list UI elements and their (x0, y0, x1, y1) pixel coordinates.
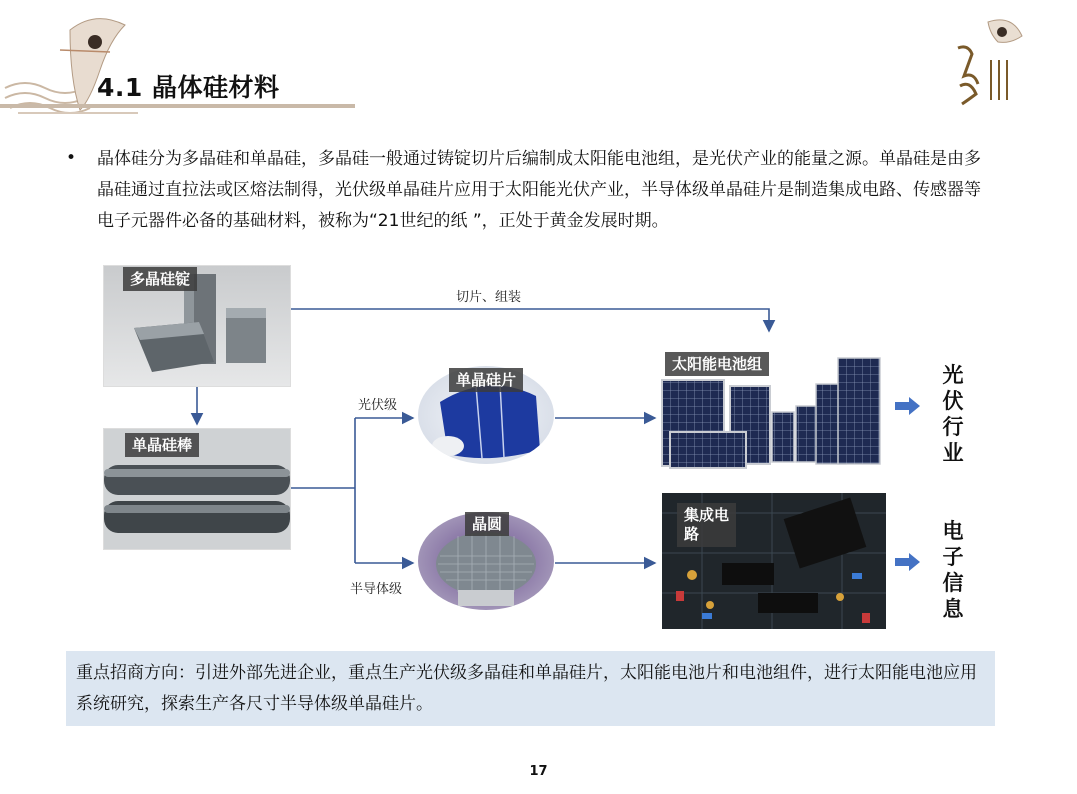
bullet-dot: • (66, 148, 77, 168)
edge-label-semiconductor-grade: 半导体级 (350, 582, 403, 597)
industry-electronics-char: 息 (942, 597, 964, 621)
label-polysilicon-ingot: 多晶硅锭 (123, 267, 197, 291)
industry-pv-label (941, 362, 965, 466)
label-integrated-circuit-line2: 路 (684, 525, 700, 543)
connector-cut-assemble (290, 309, 769, 331)
label-solar-module: 太阳能电池组 (665, 352, 769, 376)
label-integrated-circuit-line1: 集成电 (684, 506, 730, 524)
page-number: 17 (529, 764, 548, 779)
industry-electronics-char: 子 (942, 545, 964, 569)
industry-electronics-label (941, 518, 965, 622)
label-wafer: 晶圆 (465, 512, 509, 536)
industry-electronics-char: 信 (942, 571, 964, 595)
industry-pv-char: 伏 (942, 389, 964, 413)
industry-pv-char: 光 (942, 363, 964, 387)
edge-label-pv-grade: 光伏级 (358, 398, 398, 413)
page-title: 4.1 晶体硅材料 (97, 73, 280, 102)
industry-pv-char: 业 (942, 441, 964, 465)
intro-paragraph: 晶体硅分为多晶硅和单晶硅，多晶硅一般通过铸锭切片后编制成太阳能电池组，是光伏产业的能量之源。单晶硅是由多晶硅通过直拉法或区熔法制得，光伏级单晶硅片应用于太阳能光伏产业，半导体级单晶硅片是制造集成电路、传感器等电子元器件必备的基础材料，被称为“21世纪的纸 ”，正处于黄金发展时期。 (97, 149, 981, 231)
industry-electronics-char: 电 (942, 519, 964, 543)
arrow-to-pv-industry (895, 397, 920, 415)
edge-label-cut-assemble: 切片、组装 (456, 290, 522, 305)
investment-note-text: 重点招商方向：引进外部先进企业，重点生产光伏级多晶硅和单晶硅片，太阳能电池片和电池组件，进行太阳能电池应用系统研究，探索生产各尺寸半导体级单晶硅片。 (76, 663, 977, 714)
label-mono-wafer: 单晶硅片 (449, 368, 523, 392)
label-mono-rod: 单晶硅棒 (125, 433, 199, 457)
arrow-to-electronics (895, 553, 920, 571)
label-integrated-circuit (677, 503, 736, 547)
industry-pv-char: 行 (942, 415, 964, 439)
